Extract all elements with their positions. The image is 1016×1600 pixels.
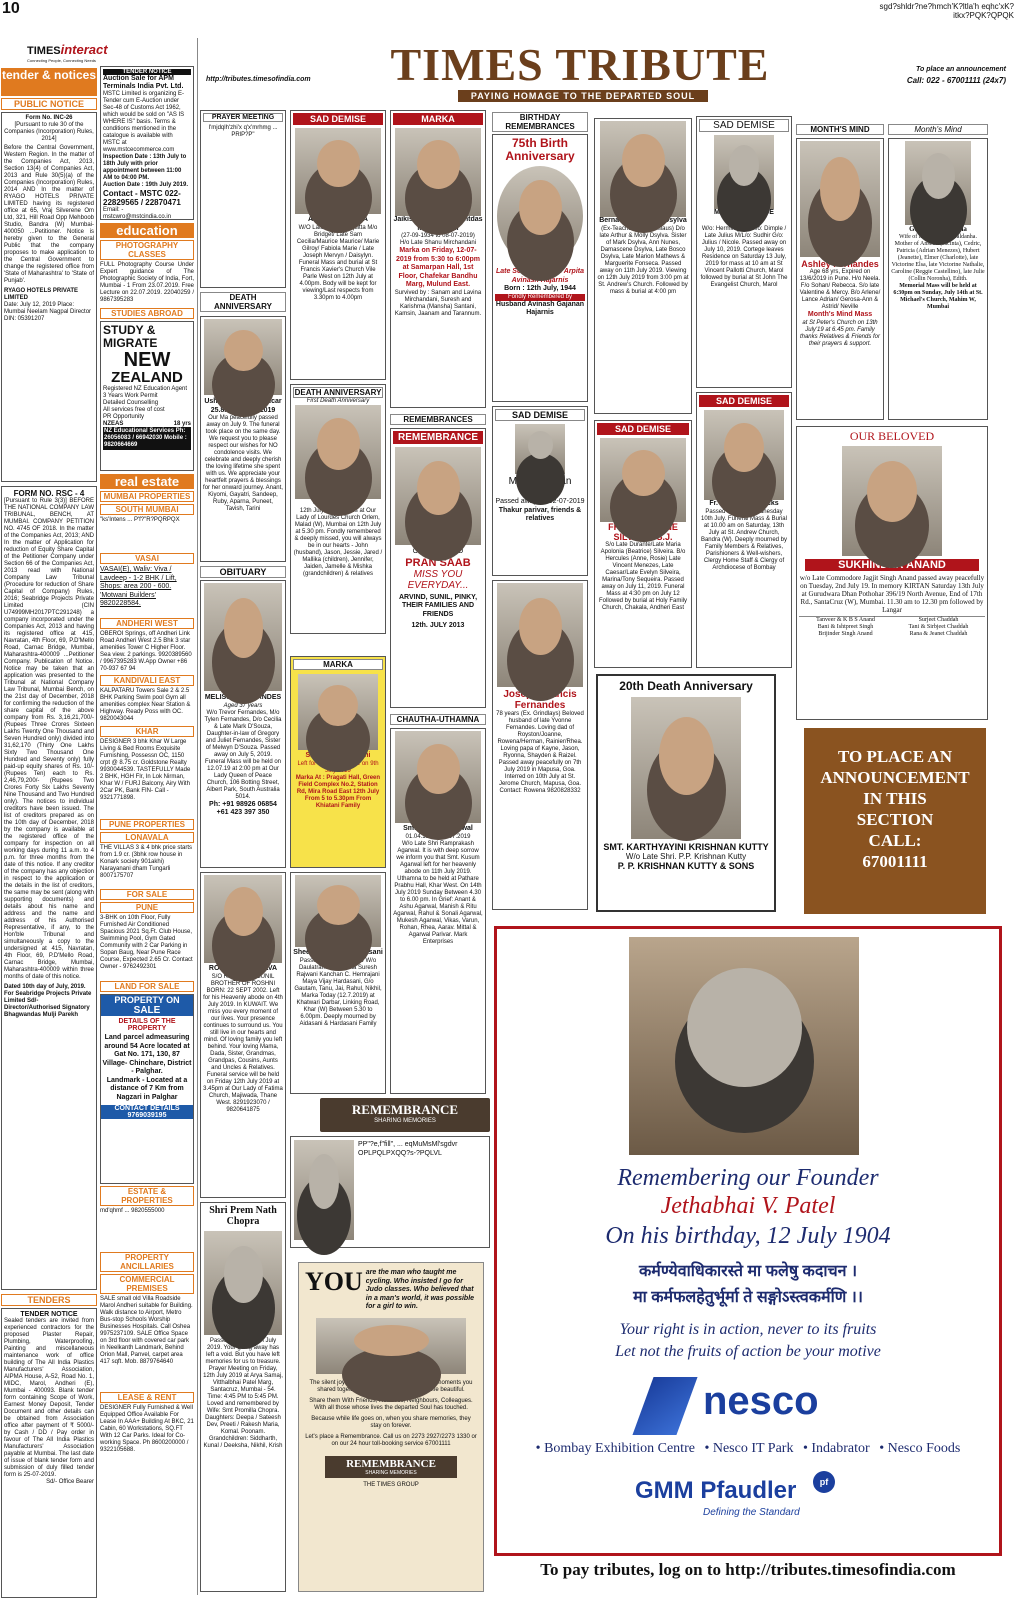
land-detail: Land parcel admeasuring around 54 Acre located at Gat No. 171, 130, 87 (104, 1034, 190, 1058)
sukhinder-ad (796, 426, 988, 720)
pune-properties-heading: PUNE PROPERTIES (100, 819, 194, 830)
sukhinder-tag: OUR BELOVED (849, 429, 935, 443)
brand-tagline: Connecting People, Connecting Needs (27, 58, 96, 63)
place-line: SECTION (856, 810, 934, 829)
sukhinder-photo (842, 446, 942, 556)
classifieds-column (100, 66, 194, 1595)
remembrance-banner (320, 1098, 490, 1132)
sheela-body: Passed away 10.7.2019 W/o Daulatram M/o Geeta Suresh Rajwani Kanchan C. Hemrajani Maya Vijay Hardasani, G/o Gautam, Tanu, Jai, Rahul, Nikhil, Marka Today (12.7.2019) at Khatwari Darbar, Linking Road, Khar (W) Between 5.30 to 6.00pm. Deeply mourned by Aidasani & Hardasani Family (294, 957, 382, 1027)
inc26-title: Form No. INC-26 (25, 115, 73, 121)
lakshman-ad (492, 406, 588, 576)
founder-english-2: Let not the fruits of action be your motive (615, 1343, 881, 1360)
nesco-item: • Bombay Exhibition Centre (535, 1441, 695, 1456)
prem-body: Passed away on 9th July 2019. Your going away has left a void. But you have left memories for us to treasure. Prayer Meeting on Friday, 12th July 2019 at Arya Samaj, Vitthalbhai Patel Marg, Santacruz, Mumbai - 54. Time: 4:45 PM to 5:45 PM. Loved and remembered by Wife: Smt Promilla Chopra. Daughters: Deepa / Sateesh Dev, Preeti / Rakesh Maria, Komal. Poonam. Grandchildren: Siddharth, Kunal / Deeksha, Nikhil, Krish (203, 1338, 283, 1449)
land-contact: CONTACT DETAILS 9769039195 (101, 1105, 193, 1119)
bernard-photo (704, 410, 784, 500)
augustine-name: FR. AUGUSTINE SILVEIRA S.J. (608, 522, 678, 542)
tribute-header (200, 38, 1012, 104)
place-line: CALL: (868, 831, 922, 850)
karthyayini-photo (631, 697, 741, 839)
usha-dates: 25.8.1936 - 9.7.2019 (210, 406, 276, 414)
tribute-url[interactable]: http://tributes.timesofindia.com (206, 76, 311, 83)
jaikishan-photo (395, 128, 481, 216)
kusum-dates: 01.04.1945 - 11.07.2019 (405, 833, 471, 840)
vasai-heading: VASAI (100, 553, 194, 564)
augustine-ad (594, 420, 692, 668)
melissa-ad (200, 580, 286, 868)
mstc-body: MSTC Limited is organizing E-Tender cum E-Auction under Sec-48 of Customs Act 1962, which would be sold on "AS IS WHERE IS" basis. Terms & conditions mentioned in the catalogue is available with MSTC at www.mstcecommerce.com (103, 91, 185, 153)
remembrances-tag: REMEMBRANCES (390, 414, 486, 425)
bernadette-photo (600, 121, 686, 217)
birthday-photo (497, 166, 583, 266)
nz-item: All services free of cost (103, 407, 165, 413)
gertrude-mass: Memorial Mass will be held at 6:30pm on Sunday, July 14th at St. Michael's Church, Mahim W, Mumbai (893, 282, 983, 310)
jaikishan-body: H/o Late Shanu Mirchandani (399, 240, 477, 246)
months-mind-tag: MONTH'S MIND (796, 124, 884, 135)
rem-photo-ad (290, 1136, 490, 1248)
rohan-ad (200, 872, 286, 1198)
inc26-notice (1, 112, 97, 482)
mstc-auction-title: Auction Sale for APM Terminals India Pvt. Ltd. (103, 75, 184, 90)
education-heading: education (100, 223, 194, 238)
karthyayini-sons: P. P. KRISHNAN KUTTY & SONS (617, 861, 755, 871)
mstc-tag: TENDER NOTICE (103, 69, 191, 75)
bernadette-name: Bernadette (Berna) Dsylva (599, 217, 687, 224)
aipma-title: TENDER NOTICE (20, 1311, 78, 1318)
aipma-tender (1, 1308, 97, 1598)
inc26-signature: Date: July 12, 2019 Place: Mumbai Neelam Nagpal Director DIN: 05391207 (4, 302, 92, 322)
obituary-tag: OBITUARY (200, 566, 286, 578)
tender-notices-label: tender & notices (1, 68, 97, 96)
sukhinder-name: SUKHINDER ANAND (805, 559, 979, 571)
column-divider (197, 38, 198, 1595)
land-for-sale-heading: LAND FOR SALE (100, 981, 194, 992)
photography-classes-heading: PHOTOGRAPHY CLASSES (100, 240, 194, 260)
sukhinder-family-name: Brijinder Singh Anand (818, 631, 873, 637)
founder-english-1: Your right is in action, never to its fruits (619, 1321, 877, 1338)
nesco-items (497, 1441, 999, 1457)
nz-zealand: ZEALAND (111, 369, 183, 386)
bernard-ad (696, 392, 792, 668)
jaikishan-survived: Survived by : Sanam and Lavina Mirchandani, Suresh and Karishma (Mansha) Santani, Kamsin, Jaanam and Tarannum. (394, 289, 482, 317)
founder-sanskrit-2: मा कर्मफलहेतुर्भूर्मा ते सङ्गोऽस्त्वकर्मणि ।। (633, 1289, 863, 1306)
augustine-tag: SAD DEMISE (597, 423, 689, 435)
kusum-body: W/o Late Shri Ramprakash Agarwal. It is with deep sorrow we inform you that Smt. Kusum Agarwal left for her heavenly abode on 11th July 2019. Uthamna to be held at Pathare Prabhu Hall, Khar West. On 14th July 2019 Sunday Between 4.30 to 6.00 pm. In Grief: Anant & Ashu Agarwal, Manish & Ritu Agarwal, Rahul & Sonali Agarwal, Mukesh Agarwal, Vikas, Varun, Rohan, Rhea, Aarav. Mittal & Agarwal Parivar. Mark Enterprises (393, 840, 483, 945)
nesco-item: • Indabrator (802, 1441, 870, 1456)
property-ancillaries-heading: PROPERTY ANCILLARIES (100, 1252, 194, 1272)
nesco-logo: nesco (703, 1379, 819, 1423)
jaikishan-name: Jaikishan (Jackie) Santdas Mirchandani (393, 216, 483, 232)
kusum-ad (390, 728, 486, 1094)
aipma-body: Sealed tenders are invited from experienced contractors for the proposed Plaster Repair, Plumbing, Waterproofing, Painting and miscellaneous maintenance work of office building of The All India Plastics Manufacturers' Association, AIPMA House, A-52, Road No. 1, MIDC, Marol, Andheri (E), Mumbai - 400093. Blank tender form containing Scope of Work, Earnest Money Deposit, Tender Document and other details can be obtained from Association office after payment of ₹ 5000/- by Cash / DD / Pay order in favour of The All India Plastics Manufacturers' Association payable at Mumbai. The last date of issue of blank tender form and submission of duly filled tender form is 25-07-2019. (4, 1318, 94, 1478)
mstc-inspection: Inspection Date : 13th July to 18th July with prior appointment between 11:00 AM to 04:00 PM. (103, 154, 187, 181)
tenders-heading: TENDERS (1, 1294, 97, 1306)
gmm-logo: GMM Pfaudler (635, 1477, 797, 1504)
mumbai-properties-heading: MUMBAI PROPERTIES (100, 491, 194, 502)
nz-item: Detailed Counselling (103, 400, 159, 406)
karthyayini-ad (596, 674, 776, 912)
andheri-west-ad: OBEROI Springs, off Andheri Link Road Andheri West 2.5 Bhk 3 star amenities Tower C Higher Floor. Sea view. 2 parkings. 9920389560 / 9967395283 W.App Owner +86 70-937 67 94 (100, 631, 192, 672)
estate-properties-heading: ESTATE & PROPERTIES (100, 1186, 194, 1206)
mstc-contact: Contact - MSTC 022-22829565 / 22870471 (103, 189, 181, 207)
nz-item: PR Opportunity (103, 414, 145, 420)
prayer-meeting-ad (200, 110, 286, 288)
augustine-photo (600, 438, 686, 522)
public-notice-heading: PUBLIC NOTICE (1, 98, 97, 110)
lakshman-body: Passed away on 02-07-2019 (495, 498, 585, 505)
rsc4-body: [Pursuant to Rule 3(3)] BEFORE THE NATIONAL COMPANY LAW TRIBUNAL, BENCH, AT MUMBAI. COMPANY PETITION NO. 4745 OF 2018. In the matter of the Companies Act, 2013; AND In the matter of Application for reduction of Equity Share Capital of the Petitioner Company under Section 66 of the Companies Act, 2013 read with National Company Law Tribunal (Procedure for reduction of Share Capital of Company) Rules, 2016; Seabridge Projects Private Limited (CIN U74999MH2017PTC291248) a company incorporated under the Companies Act, 2013 and having its registered office at 415, Navratan, 4th Floor, 69, P.D'Mello Road, Carnac Bridge, Mumbai, Maharashtra-400009 ...Petitioner Company. Publication of Notice. Notice may be taken that an application was presented to the Tribunal at National Company Law Tribunal, Mumbai Bench, on the 21st day of December, 2018 for confirming the reduction of the share capital of the above company from Rs. 3,16,21,700/- (Rupees Three Crores Sixteen Lakhs Twenty One Thousand and Seven Hundred only) divided into 31,62,170 (Thirty One Lakhs Sixty Two Thousand One Hundred and Seventy only) fully paid-up equity shares of Rs. 10/- (Rupees Ten) each to Rs. 2,46,79,200/- (Rupees Two Crores Forty Six Lakhs Seventy Nine Thousand and Two Hundred only). The notices to individual creditors have been issued. The list of creditors prepared as on the 10th day of December, 2018 by the company is available at the registered office of the company for inspection on all working days during 11 a.m. to 4 p.m. for three months from the date of this notice. If any creditor of the company has any objection in respect to the application or the details in the list of creditors, the same may be sent (along with supporting documents) and details about his name and address and the name and address of his Authorised Representative, if any, to the Hon'ble Tribunal and simultaneously a copy to the undersigned at 415, Navratan, 4th Floor, 69, P.D'Mello Road, Carnac Bridge, Mumbai, Maharashtra-400009 within three months of date of this notice. (4, 498, 94, 980)
you-photo (316, 1318, 466, 1374)
ashley-photo (800, 141, 880, 257)
founder-line1: Remembering our Founder (617, 1165, 879, 1191)
rsc4-title: FORM NO. RSC - 4 (13, 489, 85, 498)
anna-name: ANNA MISQUITTA (308, 216, 368, 223)
nesco-item: • Nesco Foods (879, 1441, 961, 1456)
melissa-photo (204, 583, 282, 691)
founder-sanskrit-1: कर्मण्येवाधिकारस्ते मा फलेषु कदाचन । (638, 1263, 858, 1280)
land-sale-ad (100, 994, 194, 1184)
inc26-rule: [Pursuant to rule 30 of the Companies (Incorporation) Rules, 2014] (4, 122, 94, 142)
sukhinder-body: w/o Late Commodore Jagjit Singh Anand passed away peacefully on Tuesday, 2nd July 19. In memory KIRTAN Saturday 13th July at Gurudwara Dhan Pothohar 396/19 North Avenue, End of 17th Rd., SantaCruz (W), Mumbai. 11.30 am to 12.30 pm followed by Langar (799, 574, 985, 614)
land-property-on: PROPERTY ON (101, 995, 193, 1005)
judith-tag: DEATH ANNIVERSARY (294, 388, 382, 397)
page-number: 10 (2, 0, 20, 17)
birthday-husband: Husband Avinash Gajanan Hajarnis (495, 300, 585, 316)
inc26-company: RYAGO HOTELS PRIVATE LIMITED (4, 288, 79, 301)
melissa-body: W/o Trevor Fernandes, M/o Tylen Fernandes, D/o Cecilia & Late Mark D'Souza, Daughter-in-law of Gregory and Juliet Fernandes, Sister of Melwyn D'Souza. Passed away on July 5, 2019. Funeral Mass will be held on 12.07.19 at 2:00 pm at Our Lady Queen of Peace Church, 106 Botting Street, Albert Park, South Australia 5014. (204, 709, 282, 800)
melissa-phone: Ph: +91 98926 06854 +61 423 397 350 (209, 800, 277, 816)
you-group: THE TIMES GROUP (363, 1481, 419, 1488)
esperance-photo (714, 135, 774, 209)
gertrude-ad (888, 138, 988, 420)
hoori-tag: MARKA (293, 659, 383, 670)
place-announcement-call: Call: 022 - 67001111 (24x7) (906, 76, 1006, 85)
tribute-subtitle: PAYING HOMAGE TO THE DEPARTED SOUL (458, 90, 708, 102)
you-line: Share them With Friends, Relatives, Neighbours, Colleagues. With all those whose lives the departed Soul has touched. (309, 1397, 473, 1411)
nz-list (103, 386, 191, 421)
esperance-body: W/o: Herminigildo M/o: Dimple / Late Julius M/L/o: Sudhir G/o: Julius / Nicole. Passed away on July 10, 2019. Cortege leaves Residence on Saturday 13 July, 2019 for mass at 10 am at St Vincent Pallotti Church, Marol followed by burial at St John The Evangelist Church, Marol (700, 226, 788, 288)
you-text: are the man who taught me cycling. Who insisted I go for Judo classes. Who believed that in a man's world, it was possible for a girl to win. (365, 1269, 475, 1310)
lonavala-heading: LONAVALA (100, 832, 194, 843)
judith-title: First Death Anniversary (306, 398, 370, 404)
judith-name: Judith Martires (312, 499, 364, 506)
judith-ad (290, 384, 386, 634)
judith-photo (295, 405, 381, 499)
usha-name: Usha Jaivant Talaulicar (204, 398, 282, 405)
nz-years-badge: 18 yrs (173, 421, 191, 427)
sukhinder-family-name: Bani & Ishtpreet Singh (817, 624, 874, 630)
place-line: IN THIS (863, 789, 927, 808)
commercial-ad: SALE small old Villa Roadside Marol Andheri suitable for Building. Walk distance to Airport, Metro Bus-stop Schools Worship Businesses Hospitals. Call Oshea 9975237109. SALE Office Space on 3rd floor with covered car park in Neelkanth Landmark, Behind Orion Mall, Panvel, carpet area 417 sqft. Mob. 8879764640 (100, 1296, 193, 1365)
pune-ad: 3-BHK on 10th Floor, Fully Furnished Air Conditioned Spacious 2021 Sq.Ft. Club House, Swimming Pool, Gym Gated Community with 2 Car Parking in Sopan Baug, Near Pune Race Course, Expected 2.65 Cr. Contact Owner - 9762492301 (100, 915, 193, 970)
estate-ad: md'qhmf ... 9820555000 (100, 1208, 165, 1214)
gmm-pf-badge: pf (813, 1471, 835, 1493)
joseph-photo (497, 583, 583, 687)
sukhinder-family-name: Tani & Sirbjeet Chaddah (908, 624, 969, 630)
pran-family: ARVIND, SUNIL, PINKY, THEIR FAMILIES AND FRIENDS (398, 593, 478, 618)
rohan-photo (204, 875, 282, 963)
ashley-body: Age 68 yrs, Expired on 13/6/2019 in Pune. H/o Neela. F/o Sohan/ Rebecca. S/o late Valentine & Mercy. B/o Arlene/ Lance Adrian/ Gerosa-Ann & Astrid/ Neville (799, 269, 881, 310)
founder-ad (494, 926, 1002, 1556)
usha-body: Our Ma peacefully passed away on July 9. The funeral took place on the same day. We request you to please respect our wishes for NO condolence visits. We celebrate and deeply cherish the loving lifetime she spent with us. We appreciate your heartfelt prayers & blessings for her onward journey. Anant, Kiyomi, Gayatri, Sandeep, Ruby, Aparna, Puneet, Tavish, Tarini (203, 415, 283, 512)
lease-ad: DESIGNER Fully Furnished & Well Equipped Office Available For Lease In AAA+ Building At BKC, 21 Cabin, 60 Workstations, SQ.FT With 12 Car Parks. Ideal for Co-working Space. Ph 8600200000 / 9322105688. (100, 1405, 194, 1453)
jaikishan-marka: Marka on Friday, 12-07-2019 from 5:30 to 6:00pm at Samarpan Hall, 1st Floor, Chafekar Bandhu Marg, Mulund East. (395, 247, 481, 288)
rohan-name: ROHAN SUNIL ALVA (208, 965, 278, 972)
prem-name: Shri Prem Nath Chopra (209, 1205, 277, 1227)
gertrude-photo (905, 141, 971, 225)
gmm-tagline: Defining the Standard (703, 1507, 800, 1518)
kandivali-east-ad: KALPATARU Towers Sale 2 & 2.5 BHK Parking Swim pool Gym all amenities complex Near Station & Highway. Ready Poss with OC. 9820043044 (100, 688, 191, 722)
bernadette-body: (Ex-Teacher St. Stanislaus) D/o late Arthur & Molly Dsylva. Sister of Mark Dsylva, Ann Nunes, Damascene Dsylva, Late Bosco Dsylva, Late Marion Mathews & Marguerite Fonseca. Passed away on 11th July 2019. Viewing on 12th July 2019 from 3:00 pm at St. Andrew's Church. Followed by mass & burial at 4:00 pm (597, 225, 689, 295)
bernadette-ad (594, 118, 692, 414)
hoori-marka: Marka At : Pragati Hall, Green Field Complex No.2, Station Rd, Mira Road East 12th July From 5 to 5.30pm From Khiatani Family (295, 774, 381, 809)
hoori-name: Smt. Hoori Khiatani (305, 752, 371, 759)
land-sale: SALE (101, 1005, 193, 1016)
nz-item: Registered NZ Education Agent (103, 386, 188, 392)
you-line: Because while life goes on, when you share memories, they stay on forever. (311, 1415, 471, 1429)
pran-name: PRAN SAAB (405, 556, 471, 569)
lease-rent-heading: LEASE & RENT (100, 1392, 194, 1403)
prem-photo (204, 1231, 282, 1335)
sheela-photo (295, 875, 381, 947)
melissa-age: Aged 37 years (223, 702, 263, 709)
nz-item: 3 Years Work Permit (103, 393, 158, 399)
death-anniversary-tag: DEATH ANNIVERSARY (200, 292, 286, 312)
birthday-fond: Fondly Remembered by (495, 294, 585, 301)
anna-body: W/O Late Peter Misquitta M/o Bridget/ Late Sam Cecilia/Maurice Maurice/ Marie Gilroy/ Fabiola Marie / Late Joseph Mervyn / Daisylyn. Funeral Mass and burial at St Francis Xavier's Church Vile Parle West on 12th July at 4.00pm. Body will be kept for viewing/Last respects from 3.30pm to 4.00pm (296, 224, 380, 301)
sheela-ad (290, 872, 386, 1094)
you-banner: REMEMBRANCE (346, 1457, 436, 1470)
place-line: TO PLACE AN (838, 747, 952, 766)
andheri-west-heading: ANDHERI WEST (100, 618, 194, 629)
bernard-name: Fr. Bernard Rodricks (709, 500, 779, 507)
nz-nzeas-logo: NZEAS (103, 421, 124, 427)
brand-times: TIMES (27, 45, 61, 57)
aipma-sign: Sd/- Office Bearer (46, 1479, 94, 1485)
bernard-tag: SAD DEMISE (699, 395, 789, 407)
inc26-body: Before the Central Government, Western Region. In the matter of the Companies Act, 2013, Section 13(4) of Companies Act, 2013 and Rule 30(5)(a) of the Companies (Incorporation) Rules, 2014 AND In the matter of RYAGO HOTELS PRIVATE LIMITED having its registered office at 65, Vraj Silverene Om Ltd, 321, Hill Road Opp Mehboob Studio, Bandra (W) Mumbai-400050 ...Petitioner. Notice is hereby given to the General Public that the company proposes to make application to the Central Government to change the registered office from 'State of Maharashtra' to 'State of Punjab'. (4, 145, 94, 284)
sukhinder-names (799, 616, 985, 638)
sheela-name: Sheela Daulatram Aidasani (293, 949, 383, 956)
lonavala-ad: THE VILLAS 3 & 4 bhk price starts from 1.9 cr. (3bhk row house in Konark society 901akhi) Narayanani dham Tungarli 8007175707 (100, 845, 193, 879)
nz-ad (100, 321, 194, 471)
pran-photo (395, 447, 481, 545)
usha-photo (204, 319, 282, 395)
nz-study-migrate: STUDY & MIGRATE (103, 323, 158, 350)
anna-tag: SAD DEMISE (293, 113, 383, 125)
sukhinder-family-name: Tanveer & K B S Anand (816, 617, 875, 623)
you-banner-sub: SHARING MEMORIES (365, 1469, 417, 1476)
pran-miss: MISS YOU EVERYDAY... (407, 568, 469, 591)
kusum-name: Smt. Kusum Agarwal (403, 825, 473, 832)
nesco-logo-mark (632, 1377, 697, 1435)
for-sale-heading: FOR SALE (100, 889, 194, 900)
south-mumbai-heading: SOUTH MUMBAI (100, 504, 194, 515)
joseph-ad (492, 580, 588, 910)
land-detail: Village- Chincharе, District - Palghar. (102, 1059, 192, 1075)
photography-ad: FULL Photography Course Under Expert guidance of The Photographic Society of India, Fort, Mumbai - 1 From 23.07.2019. Free Lecture on 22.07.2019. 22040259 / 9867395283 (100, 262, 194, 303)
jaikishan-tag: MARKA (393, 113, 483, 125)
place-line: ANNOUNCEMENT (820, 768, 970, 787)
augustine-body: S/o Late Durante/Late Maria Apolonia (Beatrice) Silveira. B/o Hercules (Anne, Rosie) Late Vincent Menezes, Late Caesar/Late Evelyn Silveira, Marina/Tony Sequeira. Passed away on July 11, 2019. Funeral Mass at 4:30 pm on July 12 Followed by burial at Holy Family Church, Chakala, Andheri East (598, 542, 688, 611)
mstc-auction-date: Auction Date : 19th July 2019. (103, 182, 189, 188)
lakshman-name: Mr. Lakshman Thakur (508, 476, 572, 498)
kandivali-east-heading: KANDIVALI EAST (100, 675, 194, 686)
mstc-tender (100, 66, 194, 220)
you-ad (298, 1262, 484, 1592)
birthday-name: Late Soubhagyavati Arpita Avinash Hajarnis (495, 268, 585, 284)
gertrude-tag: Month's Mind (888, 124, 988, 135)
gertrude-body: Wife of late Maxim P. Saldanha. Mother of Anselm (Jacinta), Cedric, Patricia (Adrian Menezes), Hubert (Jeanette), Elmer (Charlotte), late Victorine Elsa, late Victorine Nathalie, Caroline (Reggie Castellino), late Julie (Collin Noronha), Edith. (891, 233, 985, 282)
place-number: 67001111 (862, 852, 928, 871)
vasai-ad: VASAI(E), Waliv: Viva / Lavdeep - 1-2 BHK / Lift, Shops: area 200 - 600. 'Motwani Builders' 9820228584. (100, 566, 177, 607)
south-mumbai-ad: "ks'Intens ... P'f?"R?PQRPQX (100, 517, 180, 523)
rem-photo-body: PP"?e,f"fill", ... eqMuMsMl'sgdvr OPLPQLPXQQ?s-?PQLVL (358, 1141, 458, 1157)
ashley-mm-text: at St Peter's Church on 13th July'19 at 6.45 pm. Family thanks Relatives & Friends for their prayers & support. (799, 319, 881, 347)
lakshman-photo (515, 424, 565, 474)
studies-abroad-heading: STUDIES ABROAD (100, 308, 194, 319)
chautha-tag: CHAUTHA-UTHAMNA (390, 714, 486, 725)
birthday-born: Born : 12th July, 1944 (504, 285, 576, 292)
esperance-ad (696, 116, 792, 388)
founder-birthday: On his birthday, 12 July 1904 (605, 1223, 891, 1249)
sukhinder-family-name: Rana & Jeanet Chaddah (909, 631, 968, 637)
prayer-meeting-tag: PRAYER MEETING (203, 113, 283, 122)
founder-name: Jethabhai V. Patel (660, 1193, 836, 1219)
rohan-body: S/O RENILDA & SUNIL BROTHER OF ROSHNI BORN: 22 SEPT 2002. Left for his Heavenly abode on 4th July 2019. In KUWAIT. We miss you every moment of our lives. Your presence continues to surround us. You still live in our hearts and mind. Of loving family you left behind. Your loving Mama, Dada, Sister, Grandmas, Grandpas, Cousins, Aunts and Uncles & Relatives. Funeral service will be held on Friday 12th July 2019 at 3.45pm at Our Lady of Fatima Church, Majiwada, Thane West. 8291923070 / 9820641875 (203, 973, 283, 1113)
rsc4-notice (1, 486, 97, 1290)
times-interact-logo (1, 38, 108, 68)
you-line: Let's place a Remembrance. Call us on 2273 2927/2273 1330 or on our 24 hour toll-booking service 67001111 (305, 1433, 477, 1447)
prayer-meeting-body: I'mjdqlh'zhi'x q'x'mrhmg ... PRlP?P" (208, 125, 278, 138)
rem-banner-title: REMEMBRANCE (351, 1102, 459, 1117)
nesco-item: • Nesco IT Park (704, 1441, 794, 1456)
birthday-ad (492, 134, 588, 402)
bernard-body: Passed away on Wednesday 10th July. Funeral Mass & Burial at 10.00 am on Saturday, 13th July at St. Andrew Church, Bandra (W). Deeply mourned by Family Members & Relatives, Parishioners & Well-wishers, Clergy Home Staff & Clergy of Archdiocese of Bombay (700, 508, 788, 571)
footer-tributes[interactable]: To pay tributes, log on to http://tributes.timesofindia.com (540, 1560, 956, 1579)
sukhinder-family-name: Surjeet Chaddah (918, 617, 959, 623)
melissa-name: MELISSA FERNANDES (204, 694, 282, 701)
real-estate-heading: real estate (100, 474, 194, 489)
jaikishan-dates: (27-09-1934 to 08-07-2019) (401, 233, 475, 239)
khar-ad: DESIGNER 3 bhk Khar W Large Living & Bed Rooms Exquisite Furnishing, Possessn OC, 1150 crpt @ 8.75 cr. Goldstone Realty 9930044539. TASTEFULLY Made 2 BHK, HGH Flr, In Lok Nirman, Khar W / FURJ Balcony, Airy With 2Car PK, Bank FIN- Call - 9321771898. (100, 739, 191, 801)
anna-photo (295, 128, 381, 214)
karthyayini-body: W/o Late Shri. P.P. Krishnan Kutty (625, 852, 747, 861)
land-detail: Landmark - Located at a distance of 7 Km from Nagzari in Palghar (106, 1076, 188, 1101)
lakshman-tag: SAD DEMISE (495, 409, 585, 421)
founder-photo (629, 937, 859, 1155)
esperance-name: Mrs. ESPERANCE MORAES (714, 209, 774, 225)
commercial-premises-heading: COMMERCIAL PREMISES (100, 1274, 194, 1294)
mstc-email: Email: - mstcwro@mstcindia.co.in (103, 207, 172, 220)
left-column (1, 38, 108, 1595)
joseph-name: Joseph Francis Fernandes (503, 689, 577, 711)
brand-interact: interact (60, 42, 108, 57)
pran-ad (390, 428, 486, 708)
hoori-ad (290, 656, 386, 868)
you-big: YOU (305, 1267, 363, 1296)
esperance-tag: SAD DEMISE (699, 119, 789, 132)
hoori-photo (298, 674, 378, 750)
corner-code: sgd?shldr?ne?hmch'K?ltla'h eqhc'xK?itkx?PQK?QPQK (879, 2, 1014, 20)
prem-ad (200, 1202, 286, 1592)
pran-title: REMEMBRANCE (393, 431, 483, 444)
judith-body: 12th July, 2019. Mass at Our Lady of Lourdes Church Orlem, Malad (W), Mumbai on 12th July at 5.30 pm. Fondly remembered & deeply missed, you will always be in our hearts - John (husband), Jason, Jessie, Jared / Mallika (children), Jennifer, Jaiden, Jamelle & Mishka (grandchildren) & relatives (293, 507, 383, 577)
khar-heading: KHAR (100, 726, 194, 737)
pran-our-beloved: OUR BELOVED (412, 548, 464, 555)
kusum-photo (395, 731, 481, 823)
birthday-tag: BIRTHDAY REMEMBRANCES (492, 112, 588, 132)
gertrude-name: Gertrude Saldanha (909, 225, 967, 233)
place-announcement-box (804, 728, 986, 914)
rsc4-signature: Dated 10th day of July, 2019. For Seabridge Projects Private Limited Sd/- Director/Authorised Signatory Bhagwandas Mulji Parekh (4, 984, 92, 1018)
land-details-title: DETAILS OF THE PROPERTY (118, 1018, 176, 1032)
place-announcement-label: To place an announcement (916, 66, 1006, 73)
anna-ad (290, 110, 386, 380)
pune-heading: PUNE (100, 902, 194, 913)
birthday-title: 75th Birth Anniversary (505, 136, 575, 163)
jaikishan-ad (390, 110, 486, 408)
karthyayini-name: SMT. KARTHYAYINI KRISHNAN KUTTY (603, 842, 769, 852)
pran-date: 12th. JULY 2013 (411, 622, 465, 629)
nz-contact: NZ Educational Services Ph: 26056083 / 66942030 Mobile : 9820664669 (103, 427, 191, 450)
ashley-mm: Month's Mind Mass (807, 311, 873, 318)
nz-new: NEW (123, 349, 171, 371)
karthyayini-title: 20th Death Anniversary (619, 679, 753, 693)
usha-ad (200, 316, 286, 562)
tribute-title: TIMES TRIBUTE (390, 39, 770, 90)
ashley-ad (796, 138, 884, 420)
rem-photo (294, 1140, 354, 1240)
ashley-name: Ashley Fernandes (801, 259, 879, 269)
you-line: The silent joy of remembering a loved one. The moments you shared together. Little moments that make life beautiful. (309, 1379, 473, 1393)
rem-banner-sub: SHARING MEMORIES (374, 1118, 436, 1124)
lakshman-family: Thakur parivar, friends & relatives (498, 506, 582, 522)
joseph-body: 78 years (Ex. Grindlays) Beloved husband of late Yvonne Fernandes. Loving dad of Royston/Joanne, Rowena/Herman, Rainier/Rhea. Loving papa of Kayne, Jason, Ryonna, Shayden & Raizel. Passed away peacefully on 7th July 2019 in Mapusa, Goa. Interred on 10th July at St. Jerome Church, Mapusa, Goa. Contact: Rowena 9820828332 (496, 711, 584, 794)
hoori-body: Left for heavenly abode on 9th July 2019 (297, 760, 379, 774)
